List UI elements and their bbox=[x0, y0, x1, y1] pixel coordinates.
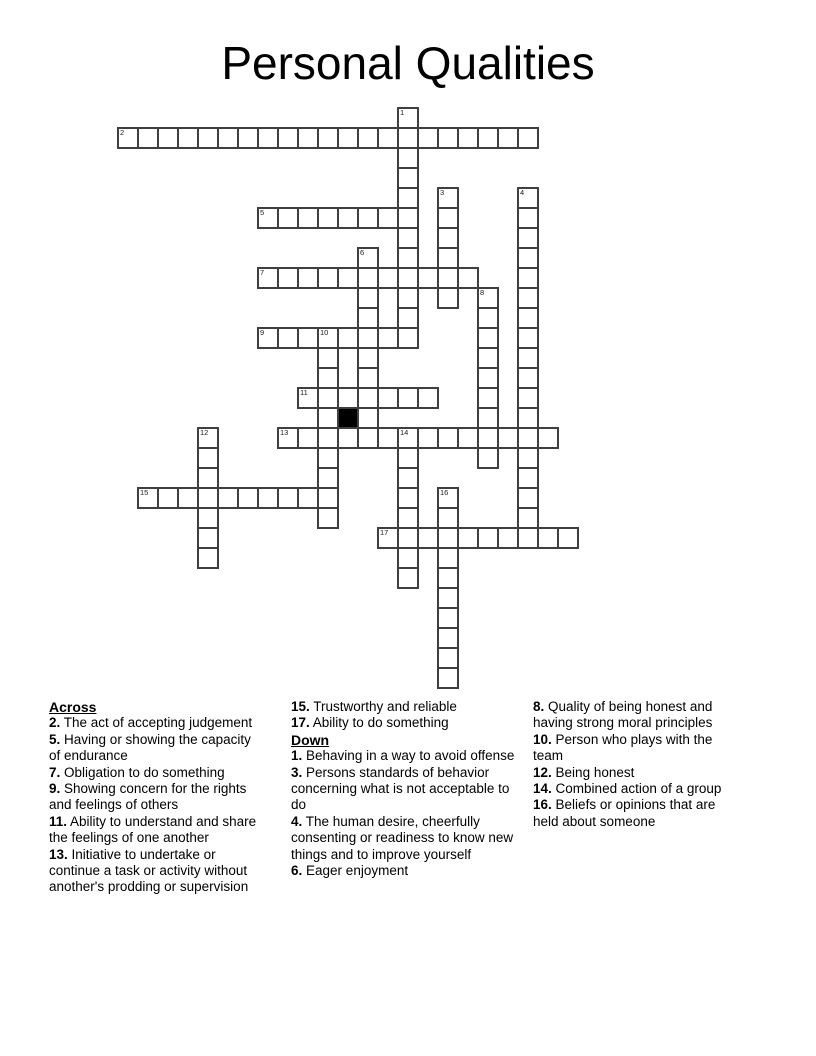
grid-cell[interactable] bbox=[537, 427, 559, 449]
clue-number-label: 2. bbox=[49, 715, 61, 731]
grid-cell[interactable] bbox=[397, 147, 419, 169]
grid-cell[interactable] bbox=[477, 427, 499, 449]
grid-cell[interactable] bbox=[397, 227, 419, 249]
grid-cell[interactable] bbox=[317, 407, 339, 429]
grid-cell[interactable] bbox=[277, 327, 299, 349]
clue-text: Obligation to do something bbox=[64, 764, 225, 780]
clue-text: Combined action of a group bbox=[555, 781, 722, 797]
grid-cell[interactable] bbox=[397, 327, 419, 349]
grid-cell[interactable] bbox=[437, 647, 459, 669]
clue-number: 8 bbox=[480, 288, 485, 297]
grid-cell[interactable] bbox=[517, 127, 539, 149]
clue-text: Beliefs or opinions that are held about someone bbox=[533, 797, 716, 829]
grid-cell[interactable] bbox=[397, 307, 419, 329]
grid-cell[interactable] bbox=[317, 487, 339, 509]
grid-cell[interactable] bbox=[237, 487, 259, 509]
clue-number-label: 3. bbox=[291, 764, 303, 780]
clue-16 bbox=[533, 797, 743, 830]
clue-column-left bbox=[49, 699, 257, 896]
grid-cell[interactable] bbox=[417, 527, 439, 549]
clue-text: Persons standards of behavior concerning what is not acceptable to do bbox=[291, 764, 510, 813]
grid-cell[interactable] bbox=[397, 267, 419, 289]
clue-5 bbox=[49, 732, 257, 765]
clue-number-label: 7. bbox=[49, 764, 61, 780]
clue-4 bbox=[291, 814, 519, 863]
grid-cell[interactable] bbox=[297, 267, 319, 289]
grid-cell[interactable] bbox=[437, 607, 459, 629]
clue-text: The human desire, cheerfully consenting or readiness to know new things and to improve yourself bbox=[291, 813, 514, 862]
grid-cell[interactable] bbox=[357, 327, 379, 349]
grid-cell[interactable] bbox=[297, 127, 319, 149]
clue-number: 10 bbox=[320, 328, 329, 337]
grid-cell[interactable] bbox=[277, 267, 299, 289]
clue-text: Having or showing the capacity of endurance bbox=[49, 731, 251, 764]
grid-cell[interactable] bbox=[337, 127, 359, 149]
grid-cell[interactable] bbox=[517, 287, 539, 309]
grid-cell[interactable] bbox=[397, 467, 419, 489]
clue-number-label: 8. bbox=[533, 699, 545, 714]
clue-number: 4 bbox=[520, 188, 525, 197]
grid-cell[interactable] bbox=[437, 127, 459, 149]
grid-cell[interactable] bbox=[477, 407, 499, 429]
grid-cell[interactable] bbox=[297, 207, 319, 229]
grid-cell[interactable] bbox=[377, 207, 399, 229]
grid-cell[interactable] bbox=[357, 207, 379, 229]
grid-cell[interactable] bbox=[437, 627, 459, 649]
clue-number: 17 bbox=[380, 528, 389, 537]
grid-cell[interactable] bbox=[437, 567, 459, 589]
clue-number: 15 bbox=[140, 488, 149, 497]
clue-12 bbox=[533, 765, 743, 781]
clue-number-label: 11. bbox=[49, 813, 68, 829]
grid-cell[interactable] bbox=[377, 127, 399, 149]
grid-cell[interactable] bbox=[197, 527, 219, 549]
grid-cell[interactable] bbox=[557, 527, 579, 549]
grid-cell[interactable] bbox=[477, 447, 499, 469]
clue-text: Ability to understand and share the feelings of one another bbox=[49, 813, 257, 846]
clue-number-label: 6. bbox=[291, 863, 303, 879]
clue-text: Quality of being honest and having strong moral principles bbox=[533, 699, 713, 731]
clue-text: Showing concern for the rights and feelings of others bbox=[49, 781, 247, 813]
grid-cell[interactable] bbox=[437, 267, 459, 289]
clue-number: 16 bbox=[440, 488, 449, 497]
clue-text: Person who plays with the team bbox=[533, 731, 713, 764]
grid-cell[interactable] bbox=[517, 227, 539, 249]
grid-cell[interactable] bbox=[517, 407, 539, 429]
grid-cell[interactable] bbox=[517, 347, 539, 369]
grid-cell[interactable] bbox=[517, 387, 539, 409]
grid-cell[interactable] bbox=[437, 507, 459, 529]
clue-number: 13 bbox=[280, 428, 289, 437]
clue-number-label: 9. bbox=[49, 781, 61, 797]
grid-cell[interactable] bbox=[337, 267, 359, 289]
grid-cell[interactable] bbox=[357, 127, 379, 149]
grid-cell[interactable] bbox=[417, 267, 439, 289]
clue-number-label: 15. bbox=[291, 699, 310, 714]
grid-cell[interactable] bbox=[437, 667, 459, 689]
grid-cell[interactable] bbox=[457, 427, 479, 449]
grid-cell[interactable] bbox=[417, 127, 439, 149]
grid-cell[interactable] bbox=[437, 207, 459, 229]
grid-cell[interactable] bbox=[477, 127, 499, 149]
grid-cell[interactable] bbox=[277, 127, 299, 149]
grid-cell[interactable] bbox=[437, 427, 459, 449]
grid-cell[interactable] bbox=[377, 387, 399, 409]
clue-3 bbox=[291, 765, 519, 814]
grid-cell[interactable] bbox=[177, 127, 199, 149]
grid-cell[interactable] bbox=[357, 347, 379, 369]
grid-cell[interactable] bbox=[377, 427, 399, 449]
clue-number: 14 bbox=[400, 428, 409, 437]
grid-cell[interactable] bbox=[477, 387, 499, 409]
grid-cell[interactable] bbox=[317, 347, 339, 369]
clue-number-label: 1. bbox=[291, 748, 303, 764]
clue-number-label: 16. bbox=[533, 797, 552, 813]
grid-cell[interactable] bbox=[437, 247, 459, 269]
clue-text: Behaving in a way to avoid offense bbox=[306, 748, 515, 764]
grid-cell[interactable] bbox=[317, 127, 339, 149]
grid-cell[interactable] bbox=[377, 267, 399, 289]
grid-cell[interactable] bbox=[517, 247, 539, 269]
grid-cell[interactable] bbox=[397, 247, 419, 269]
grid-cell[interactable] bbox=[297, 427, 319, 449]
grid-cell[interactable] bbox=[397, 447, 419, 469]
grid-cell[interactable] bbox=[297, 487, 319, 509]
grid-cell[interactable] bbox=[277, 487, 299, 509]
clue-column-right bbox=[533, 699, 743, 830]
grid-cell[interactable] bbox=[317, 207, 339, 229]
grid-cell[interactable] bbox=[197, 467, 219, 489]
clue-2 bbox=[49, 715, 257, 731]
grid-cell[interactable] bbox=[517, 327, 539, 349]
grid-cell[interactable] bbox=[197, 547, 219, 569]
clue-number: 3 bbox=[440, 188, 445, 197]
grid-cell[interactable] bbox=[357, 267, 379, 289]
grid-cell[interactable] bbox=[337, 327, 359, 349]
clue-text: Trustworthy and reliable bbox=[313, 699, 457, 714]
grid-cell[interactable] bbox=[197, 127, 219, 149]
clue-15 bbox=[291, 699, 519, 715]
clue-number-label: 13. bbox=[49, 846, 68, 862]
grid-cell[interactable] bbox=[257, 487, 279, 509]
clue-13 bbox=[49, 847, 257, 896]
grid-cell[interactable] bbox=[497, 127, 519, 149]
grid-cell[interactable] bbox=[477, 527, 499, 549]
grid-cell[interactable] bbox=[517, 507, 539, 529]
grid-cell[interactable] bbox=[477, 367, 499, 389]
grid-cell[interactable] bbox=[397, 207, 419, 229]
grid-cell[interactable] bbox=[437, 527, 459, 549]
grid-cell[interactable] bbox=[317, 367, 339, 389]
grid-cell[interactable] bbox=[477, 347, 499, 369]
across-header: Across bbox=[49, 699, 97, 715]
clue-number-label: 12. bbox=[533, 764, 552, 780]
clue-number-label: 4. bbox=[291, 813, 303, 829]
grid-cell[interactable] bbox=[517, 467, 539, 489]
clue-number-label: 14. bbox=[533, 781, 552, 797]
grid-cell[interactable] bbox=[457, 127, 479, 149]
grid-cell[interactable] bbox=[237, 127, 259, 149]
grid-cell[interactable] bbox=[317, 507, 339, 529]
grid-cell[interactable] bbox=[437, 587, 459, 609]
grid-cell[interactable] bbox=[517, 447, 539, 469]
grid-cell[interactable] bbox=[517, 307, 539, 329]
grid-cell[interactable] bbox=[257, 127, 279, 149]
clue-1 bbox=[291, 748, 519, 764]
grid-cell[interactable] bbox=[357, 287, 379, 309]
grid-cell[interactable] bbox=[517, 527, 539, 549]
clue-text: Ability to do something bbox=[312, 715, 449, 731]
grid-cell[interactable] bbox=[397, 547, 419, 569]
grid-cell[interactable] bbox=[517, 367, 539, 389]
grid-cell[interactable] bbox=[337, 207, 359, 229]
grid-cell[interactable] bbox=[417, 387, 439, 409]
grid-cell[interactable] bbox=[517, 267, 539, 289]
grid-cell[interactable] bbox=[377, 327, 399, 349]
grid-cell[interactable] bbox=[357, 367, 379, 389]
grid-cell[interactable] bbox=[417, 427, 439, 449]
grid-cell[interactable] bbox=[317, 267, 339, 289]
grid-cell[interactable] bbox=[357, 427, 379, 449]
grid-cell[interactable] bbox=[137, 127, 159, 149]
grid-cell[interactable] bbox=[457, 527, 479, 549]
grid-cell[interactable] bbox=[477, 327, 499, 349]
grid-cell[interactable] bbox=[397, 567, 419, 589]
grid-cell[interactable] bbox=[337, 427, 359, 449]
clue-text: Eager enjoyment bbox=[306, 863, 409, 879]
clue-number: 12 bbox=[200, 428, 209, 437]
grid-cell[interactable] bbox=[357, 307, 379, 329]
grid-cell[interactable] bbox=[317, 467, 339, 489]
clue-number: 7 bbox=[260, 268, 265, 277]
clue-6 bbox=[291, 863, 519, 879]
grid-cell[interactable] bbox=[157, 127, 179, 149]
grid-cell[interactable] bbox=[537, 527, 559, 549]
grid-cell[interactable] bbox=[497, 527, 519, 549]
clue-text: Being honest bbox=[555, 764, 635, 780]
clue-number-label: 17. bbox=[291, 715, 310, 731]
grid-cell[interactable] bbox=[437, 227, 459, 249]
grid-cell[interactable] bbox=[457, 267, 479, 289]
grid-cell[interactable] bbox=[517, 207, 539, 229]
grid-cell[interactable] bbox=[397, 507, 419, 529]
clue-14 bbox=[533, 781, 743, 797]
grid-cell[interactable] bbox=[357, 387, 379, 409]
grid-cell[interactable] bbox=[397, 187, 419, 209]
clue-number: 6 bbox=[360, 248, 365, 257]
grid-cell[interactable] bbox=[397, 487, 419, 509]
grid-cell[interactable] bbox=[437, 287, 459, 309]
clue-number: 11 bbox=[300, 388, 308, 397]
grid-cell[interactable] bbox=[337, 387, 359, 409]
down-header: Down bbox=[291, 731, 330, 748]
clue-10 bbox=[533, 732, 743, 765]
clue-column-middle bbox=[291, 699, 519, 879]
clue-9 bbox=[49, 781, 257, 814]
clue-number-label: 5. bbox=[49, 731, 61, 747]
grid-cell[interactable] bbox=[197, 447, 219, 469]
grid-cell[interactable] bbox=[277, 207, 299, 229]
grid-cell[interactable] bbox=[357, 407, 379, 429]
clue-text: Initiative to undertake or continue a task or activity without another's prodding or supervision bbox=[49, 846, 249, 895]
grid-cell[interactable] bbox=[217, 487, 239, 509]
grid-cell[interactable] bbox=[297, 327, 319, 349]
clue-text: The act of accepting judgement bbox=[63, 715, 253, 731]
grid-cell[interactable] bbox=[317, 447, 339, 469]
black-cell bbox=[337, 407, 359, 429]
grid-cell[interactable] bbox=[437, 547, 459, 569]
clue-8 bbox=[533, 699, 743, 732]
clue-number: 1 bbox=[400, 108, 405, 117]
grid-cell[interactable] bbox=[397, 167, 419, 189]
grid-cell[interactable] bbox=[197, 487, 219, 509]
clue-number: 5 bbox=[260, 208, 265, 217]
grid-cell[interactable] bbox=[517, 427, 539, 449]
grid-cell[interactable] bbox=[517, 487, 539, 509]
grid-cell[interactable] bbox=[397, 387, 419, 409]
grid-cell[interactable] bbox=[497, 427, 519, 449]
grid-cell[interactable] bbox=[317, 427, 339, 449]
clue-11 bbox=[49, 814, 257, 847]
grid-cell[interactable] bbox=[157, 487, 179, 509]
clue-17 bbox=[291, 715, 519, 731]
puzzle-title: Personal Qualities bbox=[221, 37, 595, 89]
clue-number-label: 10. bbox=[533, 731, 552, 747]
grid-cell[interactable] bbox=[397, 127, 419, 149]
grid-cell[interactable] bbox=[197, 507, 219, 529]
clue-number: 9 bbox=[260, 328, 265, 337]
clue-7 bbox=[49, 765, 257, 781]
grid-cell[interactable] bbox=[217, 127, 239, 149]
grid-cell[interactable] bbox=[397, 287, 419, 309]
grid-cell[interactable] bbox=[177, 487, 199, 509]
grid-cell[interactable] bbox=[477, 307, 499, 329]
grid-cell[interactable] bbox=[397, 527, 419, 549]
grid-cell[interactable] bbox=[317, 387, 339, 409]
clue-number: 2 bbox=[120, 128, 125, 137]
